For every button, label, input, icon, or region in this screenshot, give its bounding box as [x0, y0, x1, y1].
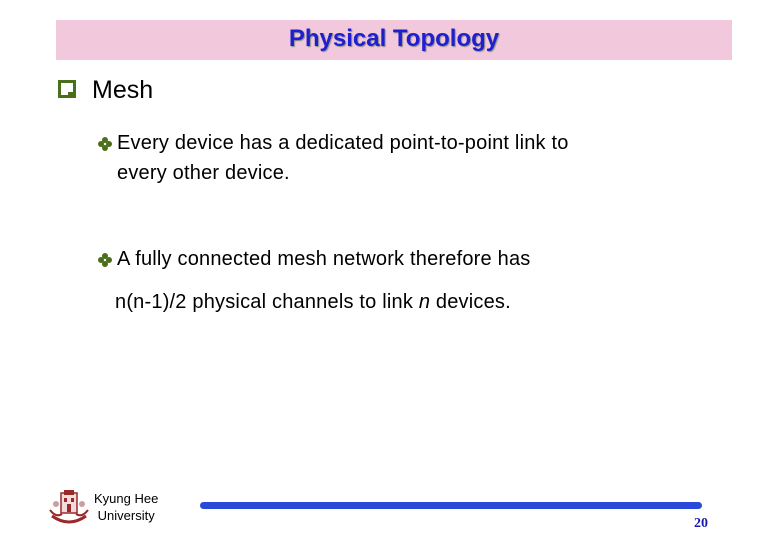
variable-n: n	[418, 291, 431, 313]
section-heading: Mesh	[92, 76, 154, 104]
diamond-bullet-icon	[97, 252, 113, 268]
university-line1: Kyung Hee	[94, 491, 159, 506]
diamond-bullet-icon	[97, 136, 113, 152]
formula-suffix: devices.	[430, 291, 511, 313]
slide-title: Physical Topology	[288, 25, 500, 52]
university-line2: University	[97, 508, 155, 523]
university-crest-icon	[48, 488, 90, 528]
formula-text: n(n-1)/2 physical channels to link	[115, 291, 419, 313]
university-name	[94, 490, 158, 524]
bullet2-line2	[115, 289, 511, 316]
bullet2-line1: A fully connected mesh network therefore has	[117, 248, 531, 270]
square-bullet-icon	[58, 80, 76, 98]
title-bar	[56, 20, 732, 60]
bullet1-line1: Every device has a dedicated point-to-point link to	[117, 132, 569, 154]
bullet1-line2: every other device.	[117, 162, 290, 184]
footer-divider	[200, 502, 702, 509]
page-number: 20	[694, 516, 708, 531]
